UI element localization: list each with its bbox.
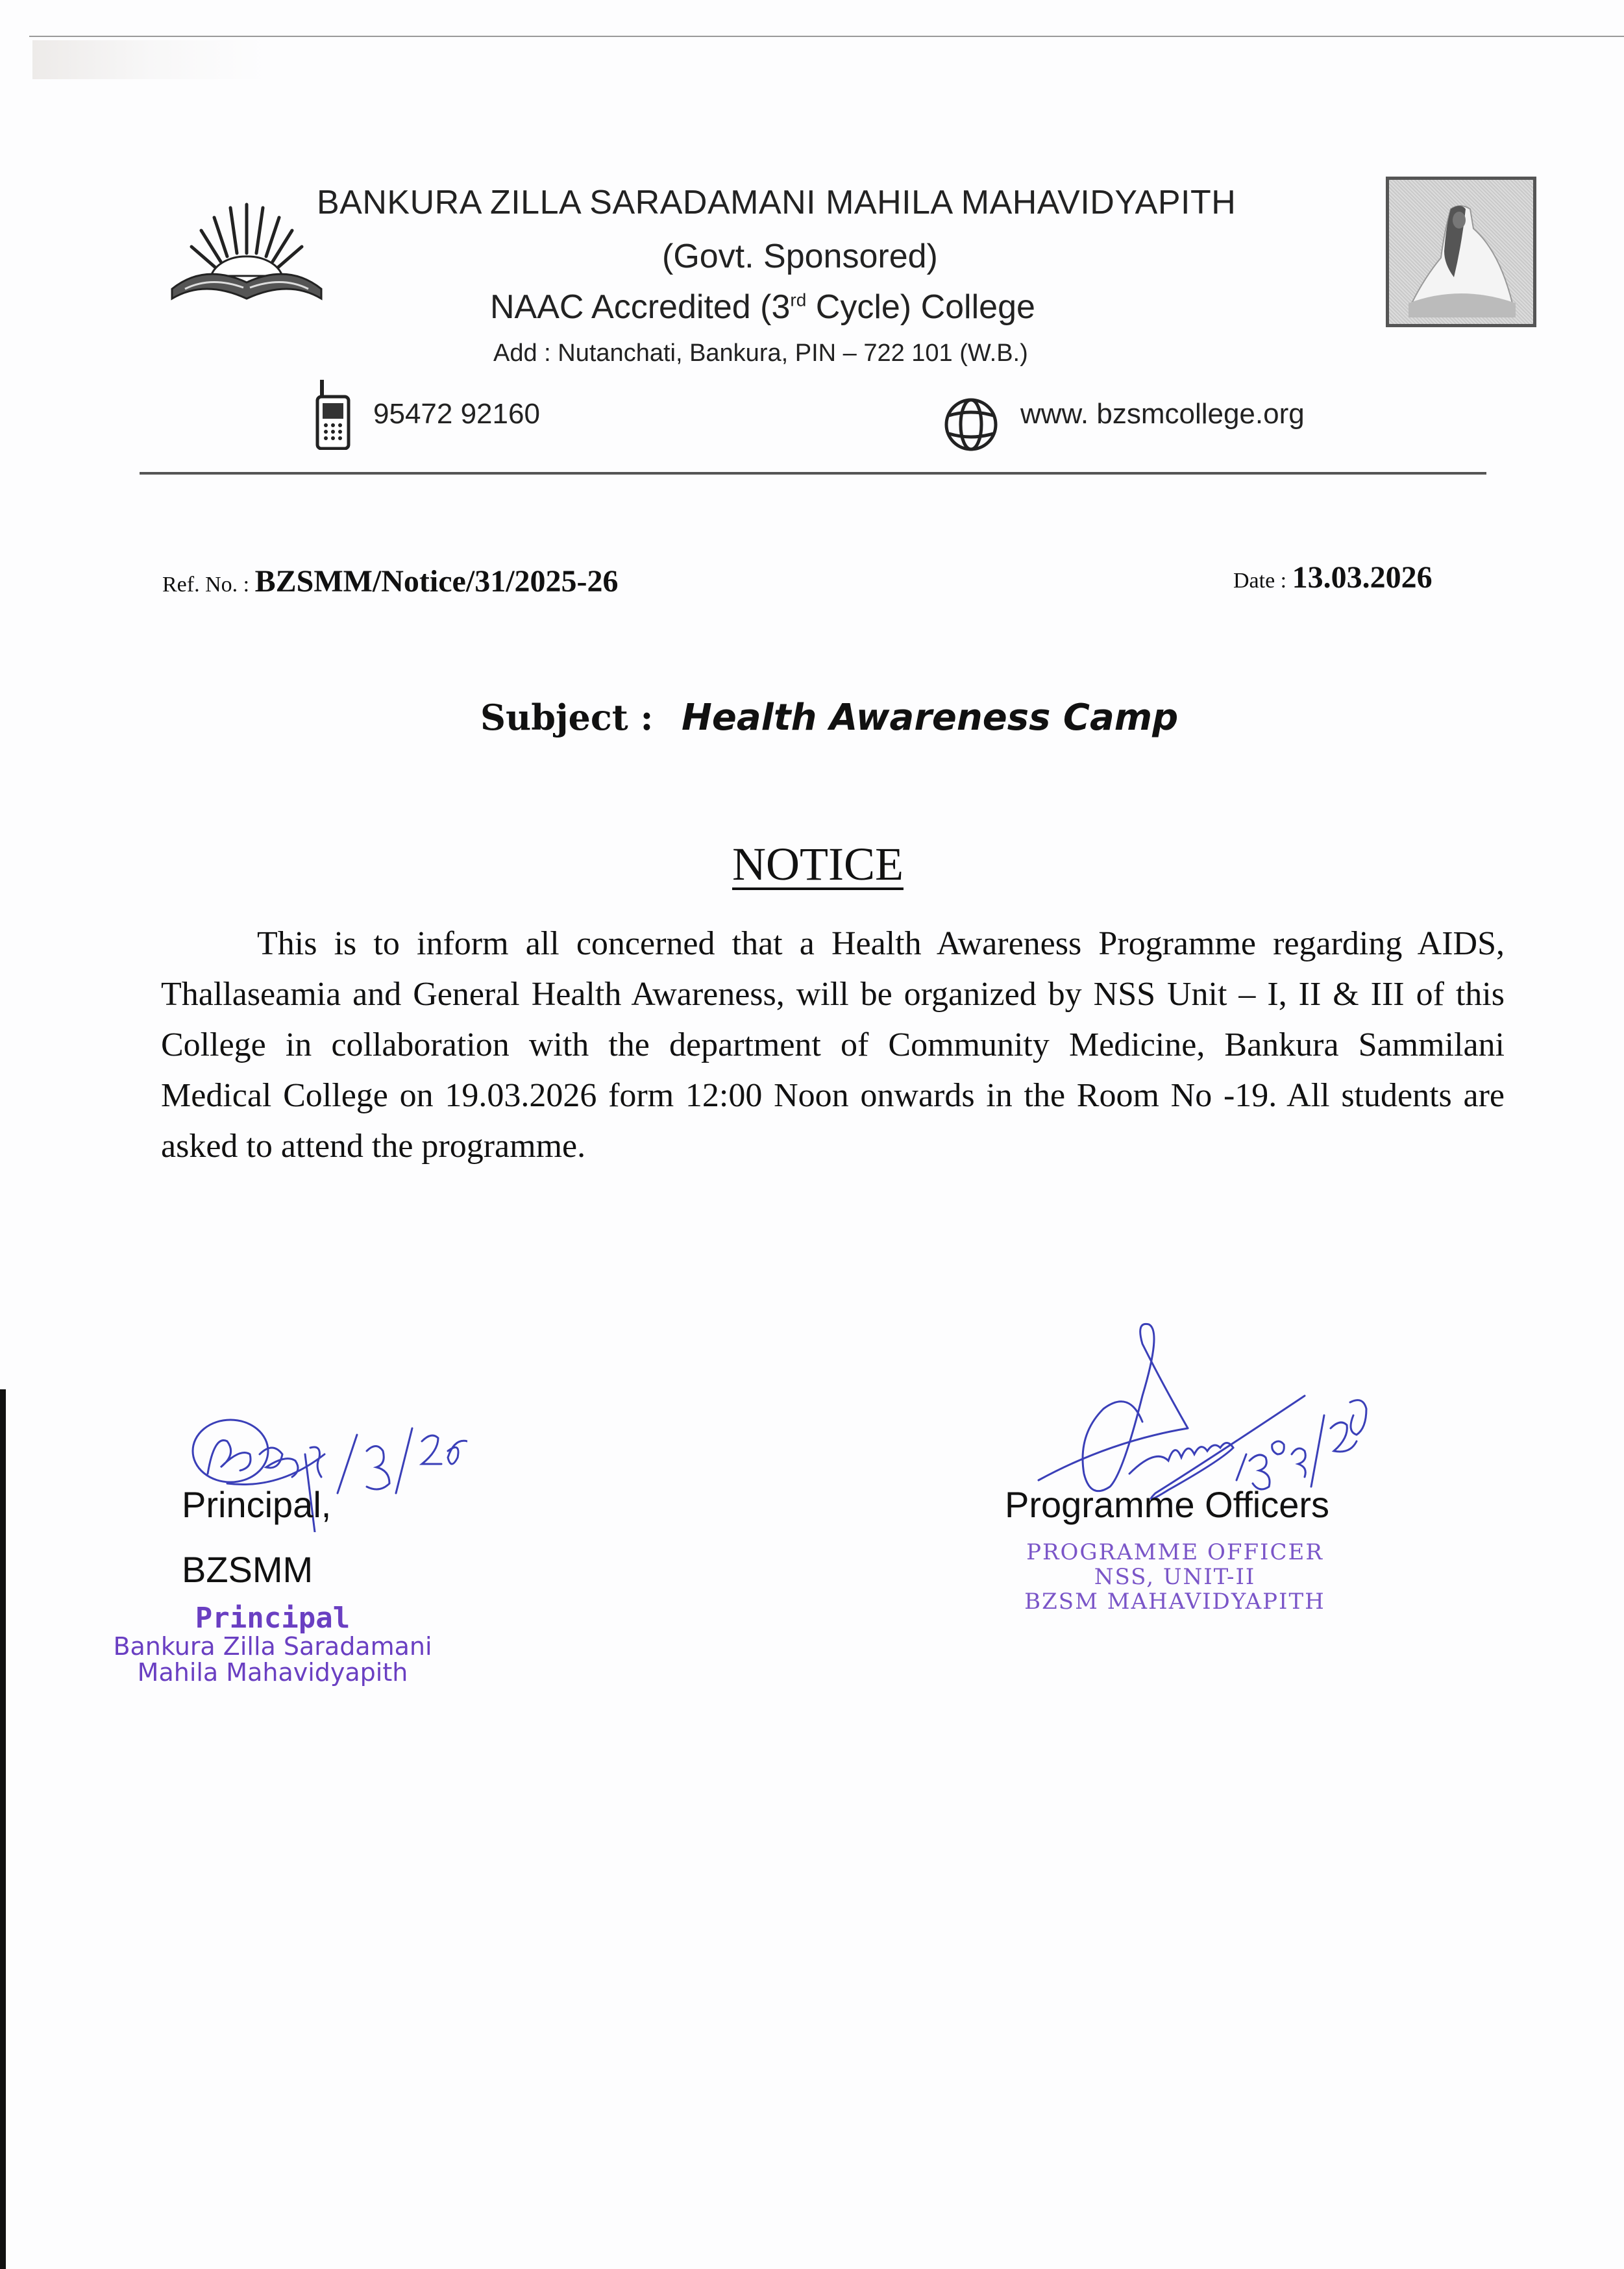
mobile-phone-icon: [315, 380, 351, 450]
programme-officer-stamp: [993, 1540, 1357, 1614]
principal-stamp-line1: Bankura Zilla Saradamani: [113, 1632, 432, 1661]
naac-accreditation: [490, 288, 1035, 327]
naac-sup: rd: [790, 290, 807, 310]
principal-stamp: [104, 1604, 441, 1685]
founder-portrait-photo: [1386, 177, 1536, 327]
college-address: Add : Nutanchati, Bankura, PIN – 722 101 (W.B.): [493, 340, 1028, 367]
govt-sponsored: (Govt. Sponsored): [662, 238, 938, 275]
scan-smudge: [32, 40, 266, 79]
scan-edge-line: [29, 36, 1624, 37]
date-label: Date :: [1233, 569, 1292, 593]
reference-number: [162, 564, 619, 599]
subject-value: Health Awareness Camp: [682, 697, 1179, 739]
phone-number: 95472 92160: [373, 398, 540, 430]
notice-title: NOTICE: [732, 838, 904, 890]
notice-body: This is to inform all concerned that a Health Awareness Programme regarding AIDS, Thallaseamia and General Health Awareness, will be organized by NSS Unit – I, II & III of this College in collaboration with the department of Community Medicine, Bankura Sammilani Medical College on 19.03.2026 form 12:00 Noon onwards in the Room No -19. All students are asked to attend the programme.: [161, 925, 1505, 1165]
subject-label: Subject :: [480, 697, 654, 738]
principal-stamp-line2: Mahila Mahavidyapith: [137, 1658, 408, 1687]
website-url: www. bzsmcollege.org: [1020, 398, 1305, 430]
portrait-figure: [1389, 180, 1533, 324]
naac-prefix: NAAC Accredited (3: [490, 288, 791, 326]
ref-value: BZSMM/Notice/31/2025-26: [254, 564, 619, 599]
po-stamp-line1: PROGRAMME OFFICER: [1026, 1539, 1323, 1565]
letterhead-divider: [140, 472, 1486, 475]
principal-org: BZSMM: [182, 1549, 314, 1590]
po-stamp-line2: NSS, UNIT-II: [1094, 1564, 1256, 1590]
principal-label: Principal,: [182, 1484, 332, 1525]
college-name: BANKURA ZILLA SARADAMANI MAHILA MAHAVIDYAPITH: [317, 184, 1236, 221]
principal-stamp-title: Principal: [195, 1602, 351, 1635]
naac-suffix: Cycle) College: [806, 288, 1035, 326]
college-logo-icon: [166, 192, 328, 305]
date-value: 13.03.2026: [1292, 560, 1433, 595]
po-stamp-line3: BZSM MAHAVIDYAPITH: [1024, 1589, 1325, 1615]
programme-officers-label: Programme Officers: [1005, 1484, 1329, 1525]
ref-label: Ref. No. :: [162, 573, 255, 597]
globe-icon: [942, 396, 1000, 453]
scan-left-border: [0, 1389, 6, 2269]
notice-date: [1233, 560, 1433, 595]
